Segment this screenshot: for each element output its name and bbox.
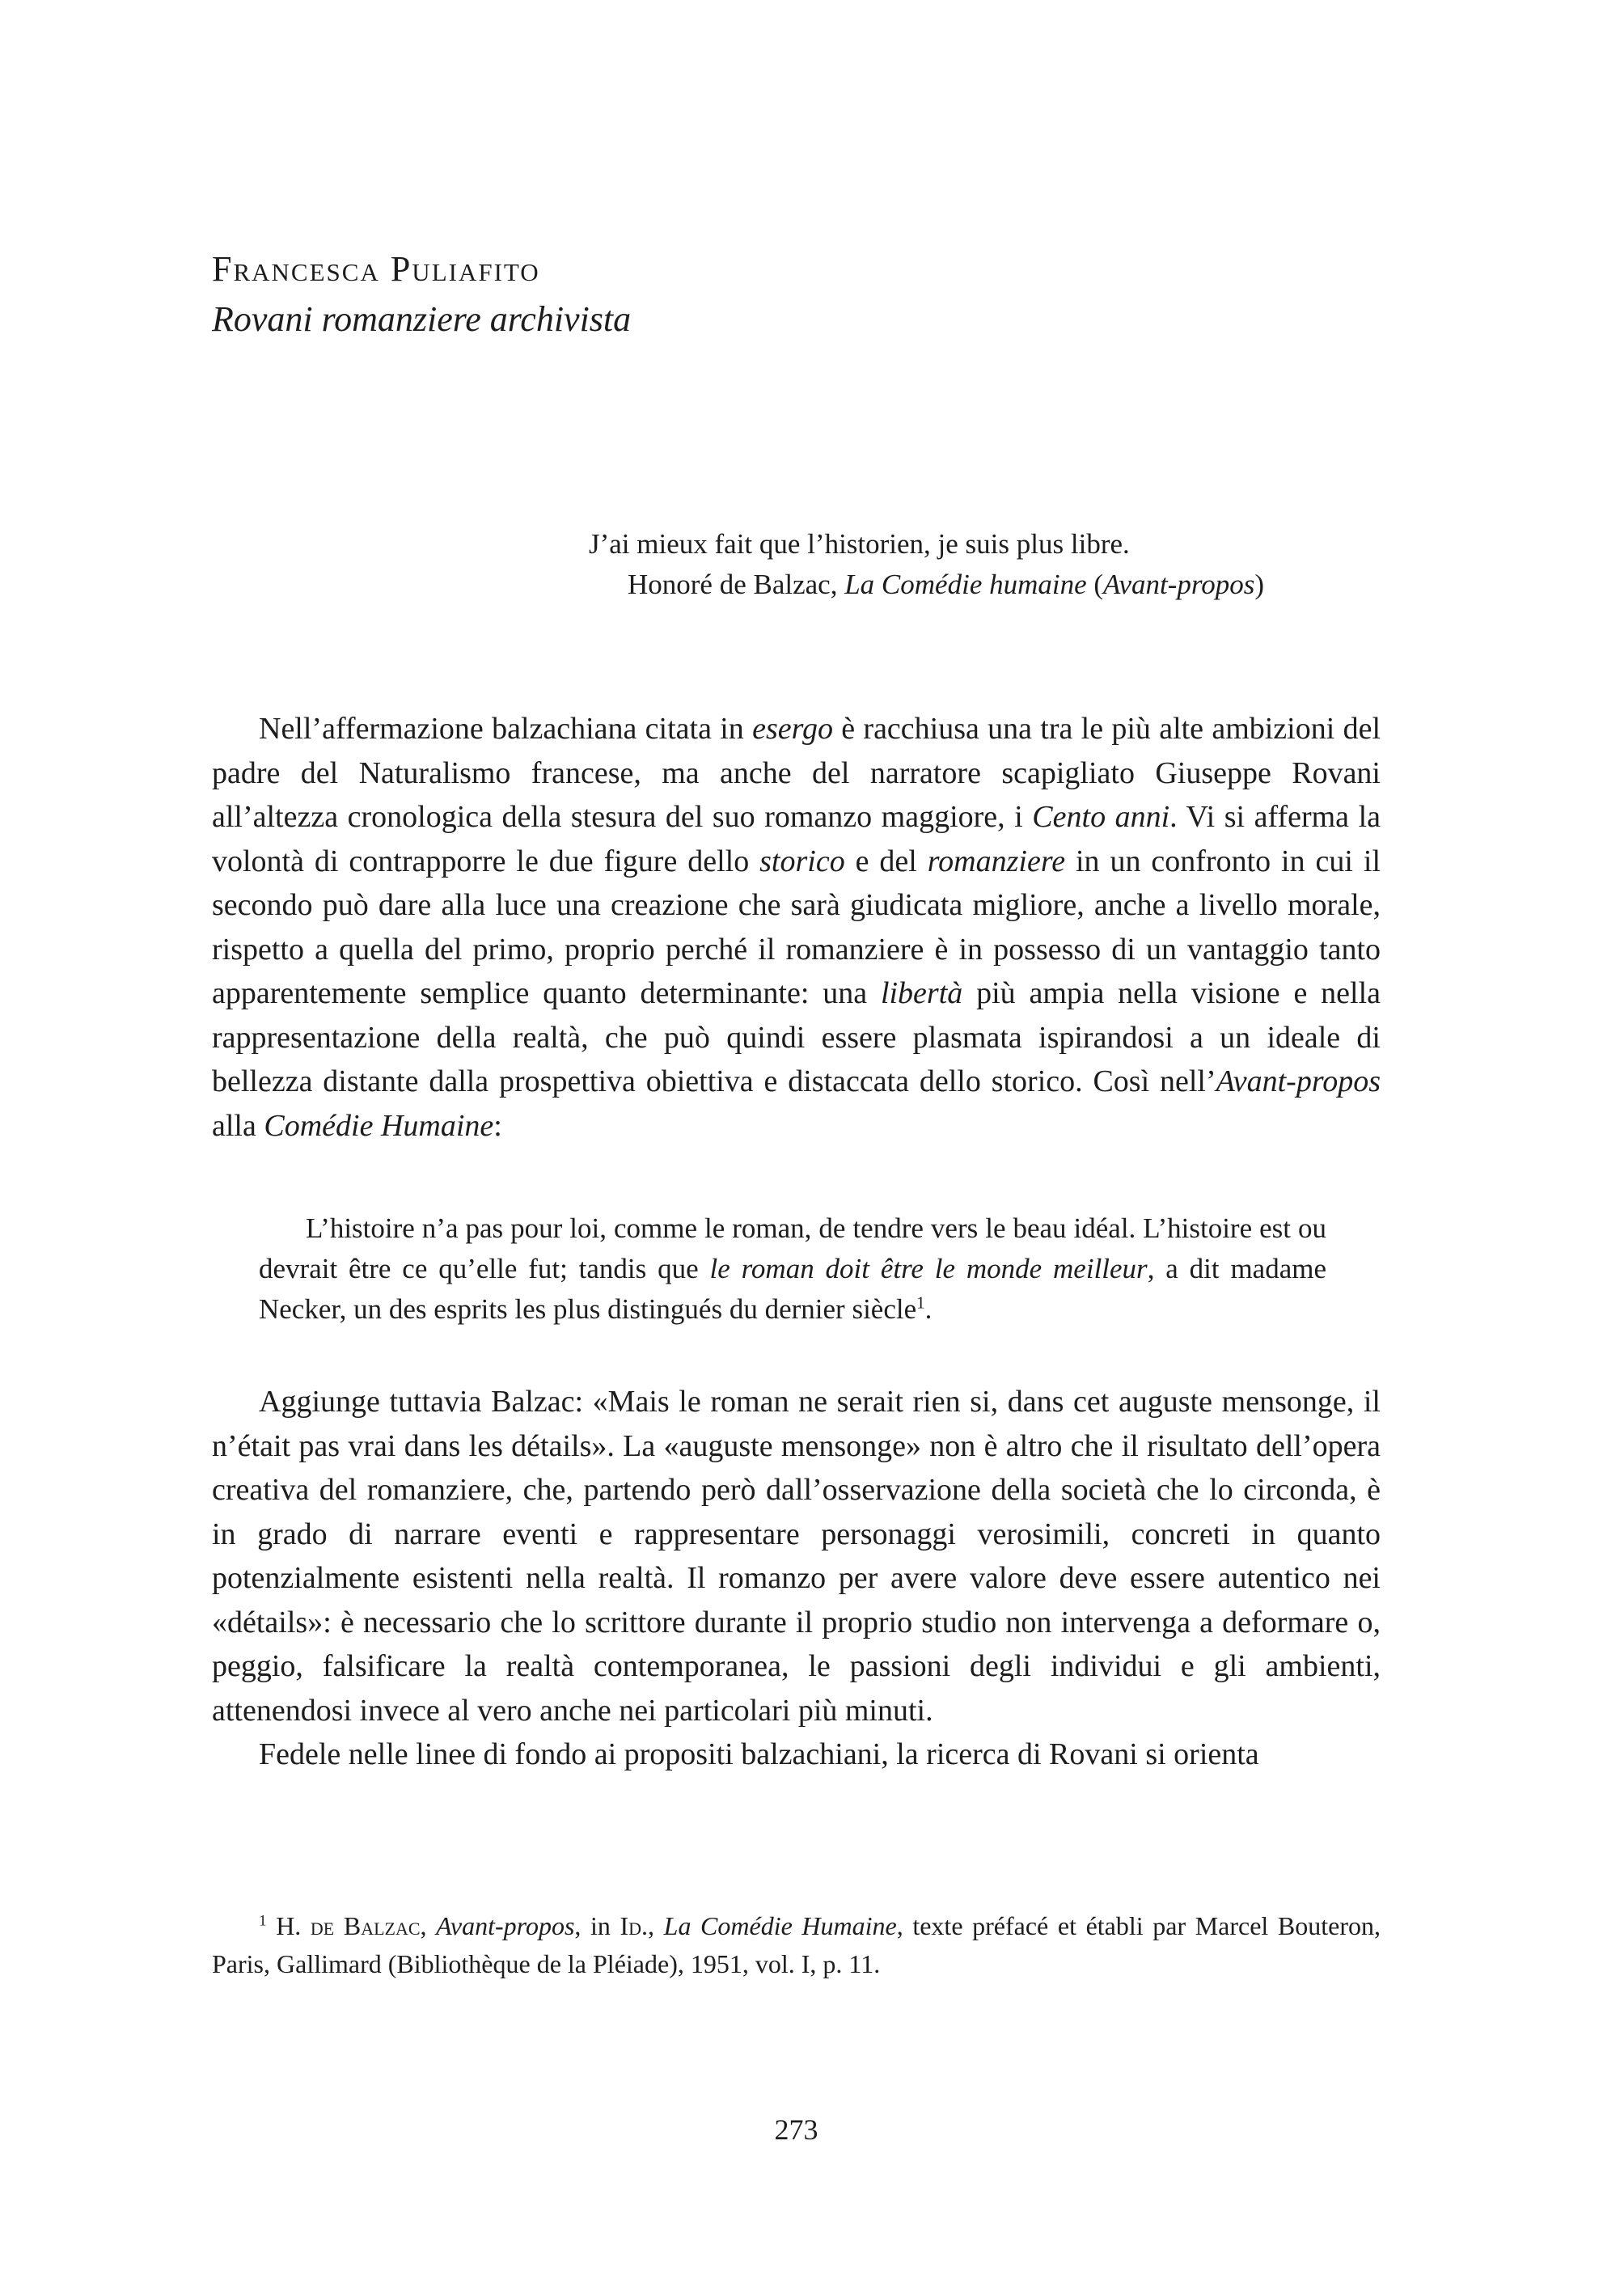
- small-caps-run: Id: [620, 1911, 642, 1940]
- epigraph: [589, 524, 1398, 605]
- footnote-1: [212, 1907, 1381, 1983]
- italic-run: romanziere: [927, 844, 1066, 878]
- italic-run: libertà: [880, 976, 963, 1010]
- text-run: più ampia nella visione e nella rappresentazione della realtà, che può quindi essere plasmata ispirandosi a un ideale di bellezza distante dalla prospettiva obiettiva e distaccata dello storico. Così nell’: [212, 976, 1381, 1098]
- italic-run: esergo: [752, 712, 833, 746]
- text-run: . Vi si afferma la volontà di contrapporre le due figure dello: [212, 800, 1381, 878]
- text-run: e del: [844, 844, 928, 878]
- paragraph-2: Aggiunge tuttavia Balzac: «Mais le roman ne serait rien si, dans cet auguste mensonge, il n’était pas vrai dans les détails». La «auguste mensonge» non è altro che il risultato dell’opera creativa del romanziere, che, partendo però dall’osservazione della società che lo circonda, è in grado di narrare eventi e rappresentare personaggi verosimili, concreti in quanto potenzialmente esistenti nella realtà. Il romanzo per avere valore deve essere autentico nei «détails»: è necessario che lo scrittore durante il proprio studio non intervenga a deformare o, peggio, falsificare la realtà contemporanea, le passioni degli individui e gli ambienti, attenendosi invece al vero anche nei particolari più minuti.: [212, 1385, 1381, 1728]
- article-title: Rovani romanziere archivista: [212, 299, 632, 339]
- footnote: [212, 1907, 1381, 1983]
- italic-run: Avant-propos: [436, 1911, 575, 1940]
- block-quote-text: [259, 1208, 1326, 1330]
- italic-run: Avant-propos: [1216, 1064, 1381, 1098]
- small-caps-run: de Balzac: [310, 1911, 421, 1940]
- italic-run: Comédie Humaine: [264, 1108, 494, 1143]
- footnote-number: 1: [259, 1912, 267, 1930]
- epigraph-attribution: [589, 565, 1398, 605]
- italic-run: La Comédie Humaine: [663, 1911, 897, 1940]
- text-run: .,: [641, 1911, 664, 1940]
- text-run: è racchiusa una tra le più alte ambizioni del padre del Naturalismo francese, ma anche del narratore scapigliato Giuseppe Rovani all’altezza cronologica della stesura del suo romanzo maggiore, i: [212, 712, 1381, 834]
- text-run: :: [493, 1108, 502, 1143]
- epigraph-attribution-prefix: Honoré de Balzac,: [628, 569, 845, 600]
- epigraph-open-paren: (: [1086, 569, 1104, 600]
- page-number: 273: [774, 2113, 818, 2146]
- text-run: .: [924, 1293, 933, 1325]
- block-quote: [259, 1208, 1326, 1330]
- paragraph-1: [212, 707, 1381, 1148]
- text-run: Nell’affermazione balzachiana citata in: [259, 712, 753, 746]
- epigraph-section: Avant-propos: [1103, 569, 1255, 600]
- italic-run: Cento anni: [1032, 800, 1170, 834]
- text-run: alla: [212, 1108, 264, 1143]
- paragraph-3: Fedele nelle linee di fondo ai propositi balzachiani, la ricerca di Rovani si orienta: [259, 1737, 1259, 1771]
- text-run: ,: [420, 1911, 437, 1940]
- footnote-reference[interactable]: 1: [916, 1292, 925, 1313]
- body-text-continued: [212, 1380, 1381, 1777]
- text-run: , texte préfacé et établi par Marcel Bouteron, Paris, Gallimard (Bibliothèque de la Pléiade), 1951, vol. I, p. 11.: [212, 1911, 1381, 1978]
- text-run: , in: [574, 1911, 620, 1940]
- epigraph-quote: J’ai mieux fait que l’historien, je suis plus libre.: [589, 528, 1130, 560]
- epigraph-work: La Comédie humaine: [844, 569, 1087, 600]
- text-run: L’histoire n’a pas pour loi, comme le roman, de tendre vers le beau idéal. L’histoire est ou devrait être ce qu’elle fut; tandis que: [259, 1212, 1326, 1284]
- epigraph-close-paren: ): [1254, 569, 1265, 600]
- text-run: in un confronto in cui il secondo può dare alla luce una creazione che sarà giudicata migliore, anche a livello morale, rispetto a quella del primo, proprio perché il romanziere è in possesso di un vantaggio tanto apparentemente semplice quanto determinante: una: [212, 844, 1381, 1010]
- italic-run: le roman doit être le monde meilleur: [709, 1253, 1148, 1284]
- body-text: [212, 707, 1381, 1148]
- author-name: Francesca Puliafito: [212, 249, 540, 289]
- text-run: H.: [266, 1911, 311, 1940]
- italic-run: storico: [759, 844, 845, 878]
- text-run: , a dit madame Necker, un des esprits les plus distingués du dernier siècle: [259, 1253, 1326, 1325]
